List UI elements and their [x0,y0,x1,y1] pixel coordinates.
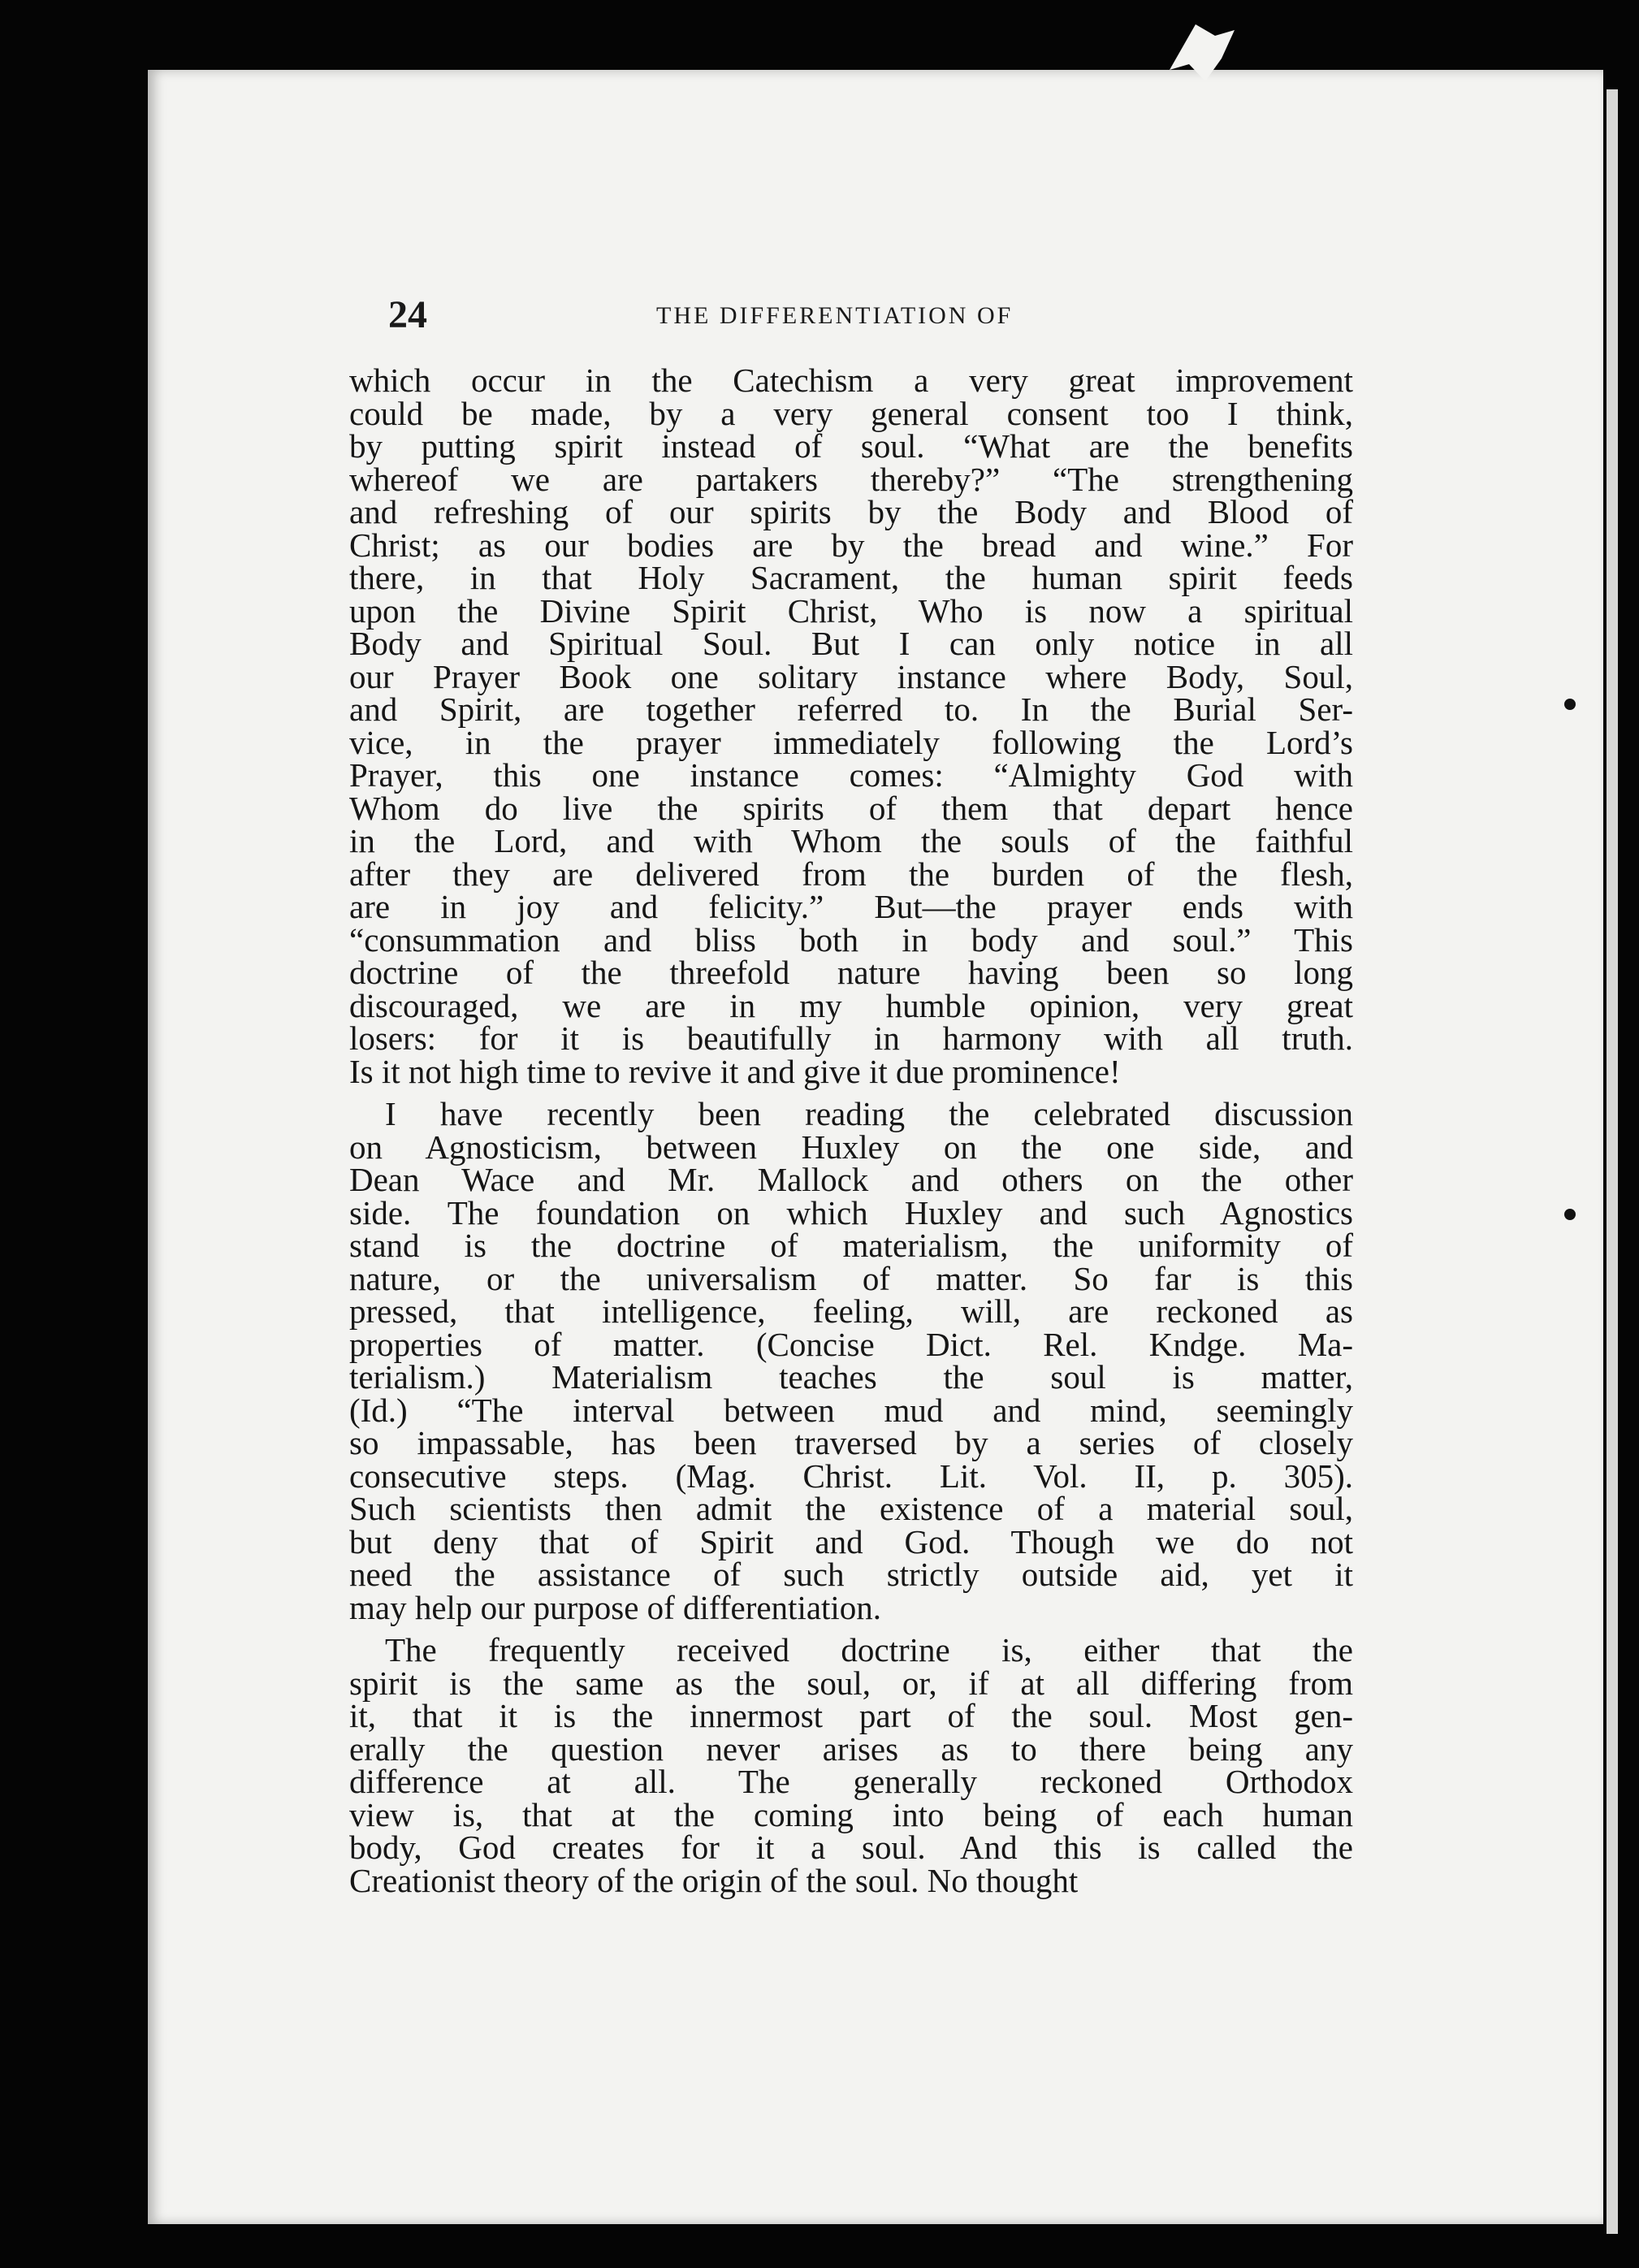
text-line: view is, that at the coming into being of each human [349,1795,1353,1833]
text-line: I have recently been reading the celebrated discussion [385,1095,1353,1132]
text-line: consecutive steps. (Mag. Christ. Lit. Vol. II, p. 305). [349,1456,1353,1495]
body-text [349,361,1353,1899]
text-line: but deny that of Spirit and God. Though we do not [349,1522,1353,1560]
text-line: there, in that Holy Sacrament, the human spirit feeds [349,559,1353,596]
text-line: Prayer, this one instance comes: “Almighty God with [349,756,1353,794]
text-line: erally the question never arises as to there being any [349,1729,1353,1768]
text-line: vice, in the prayer immediately following the Lord’s [349,723,1353,761]
text-line: stand is the doctrine of materialism, the uniformity of [349,1227,1353,1264]
binding-mark [1564,699,1576,710]
text-line: it, that it is the innermost part of the soul. Most gen- [349,1697,1353,1734]
text-line: Christ; as our bodies are by the bread and wine.” For [349,526,1353,564]
text-line: side. The foundation on which Huxley and such Agnostics [349,1193,1353,1231]
text-line: spirit is the same as the soul, or, if at all differing from [349,1664,1353,1702]
text-line: are in joy and felicity.” But—the prayer ends with [349,888,1353,925]
text-line: properties of matter. (Concise Dict. Rel. Kndge. Ma- [349,1325,1353,1363]
paragraph [349,361,1353,1090]
text-line: could be made, by a very general consent too I think, [349,394,1353,432]
running-head: THE DIFFERENTIATION OF [656,302,1014,329]
text-line: and refreshing of our spirits by the Body and Blood of [349,493,1353,530]
text-line: losers: for it is beautifully in harmony with all truth. [349,1019,1353,1057]
text-line: pressed, that intelligence, feeling, will, are reckoned as [349,1292,1353,1330]
text-line: difference at all. The generally reckoned Orthodox [349,1763,1353,1800]
text-line: and Spirit, are together referred to. In the Burial Ser- [349,690,1353,728]
text-line: Dean Wace and Mr. Mallock and others on the other [349,1161,1353,1198]
text-line: “consummation and bliss both in body and soul.” This [349,920,1353,959]
text-line: Such scientists then admit the existence of a material soul, [349,1490,1353,1527]
paragraph [349,1097,1353,1624]
text-line: in the Lord, and with Whom the souls of the faithful [349,822,1353,859]
text-line: whereof we are partakers thereby?” “The strengthening [349,460,1353,498]
text-line: Body and Spiritual Soul. But I can only notice in all [349,625,1353,662]
text-line: so impassable, has been traversed by a series of closely [349,1424,1353,1461]
text-line: terialism.) Materialism teaches the soul is matter, [349,1358,1353,1396]
text-line: may help our purpose of differentiation. [349,1588,882,1626]
text-line: discouraged, we are in my humble opinion, very great [349,986,1353,1024]
text-line: nature, or the universalism of matter. So far is this [349,1259,1353,1297]
text-line: doctrine of the threefold nature having been so long [349,954,1353,991]
binding-mark [1564,1209,1576,1220]
text-line: The frequently received doctrine is, either that the [385,1631,1353,1669]
text-line: Creationist theory of the origin of the soul. No thought [349,1861,1079,1899]
page-header [388,292,1330,341]
text-line: Is it not high time to revive it and give it due prominence! [349,1052,1121,1090]
text-line: Whom do live the spirits of them that depart hence [349,789,1353,827]
text-line: our Prayer Book one solitary instance where Body, Soul, [349,657,1353,695]
text-line: (Id.) “The interval between mud and mind, seemingly [349,1391,1353,1429]
text-line: after they are delivered from the burden of the flesh, [349,855,1353,893]
page-edge [1607,89,1618,2234]
text-line: body, God creates for it a soul. And this is called the [349,1829,1353,1866]
text-line: by putting spirit instead of soul. “What are the benefits [349,427,1353,465]
paragraph [349,1631,1353,1899]
text-line: need the assistance of such strictly outside aid, yet it [349,1556,1353,1593]
page-number: 24 [388,293,427,336]
text-line: upon the Divine Spirit Christ, Who is now a spiritual [349,591,1353,630]
text-line: which occur in the Catechism a very great improvement [349,361,1353,399]
text-line: on Agnosticism, between Huxley on the one side, and [349,1128,1353,1166]
